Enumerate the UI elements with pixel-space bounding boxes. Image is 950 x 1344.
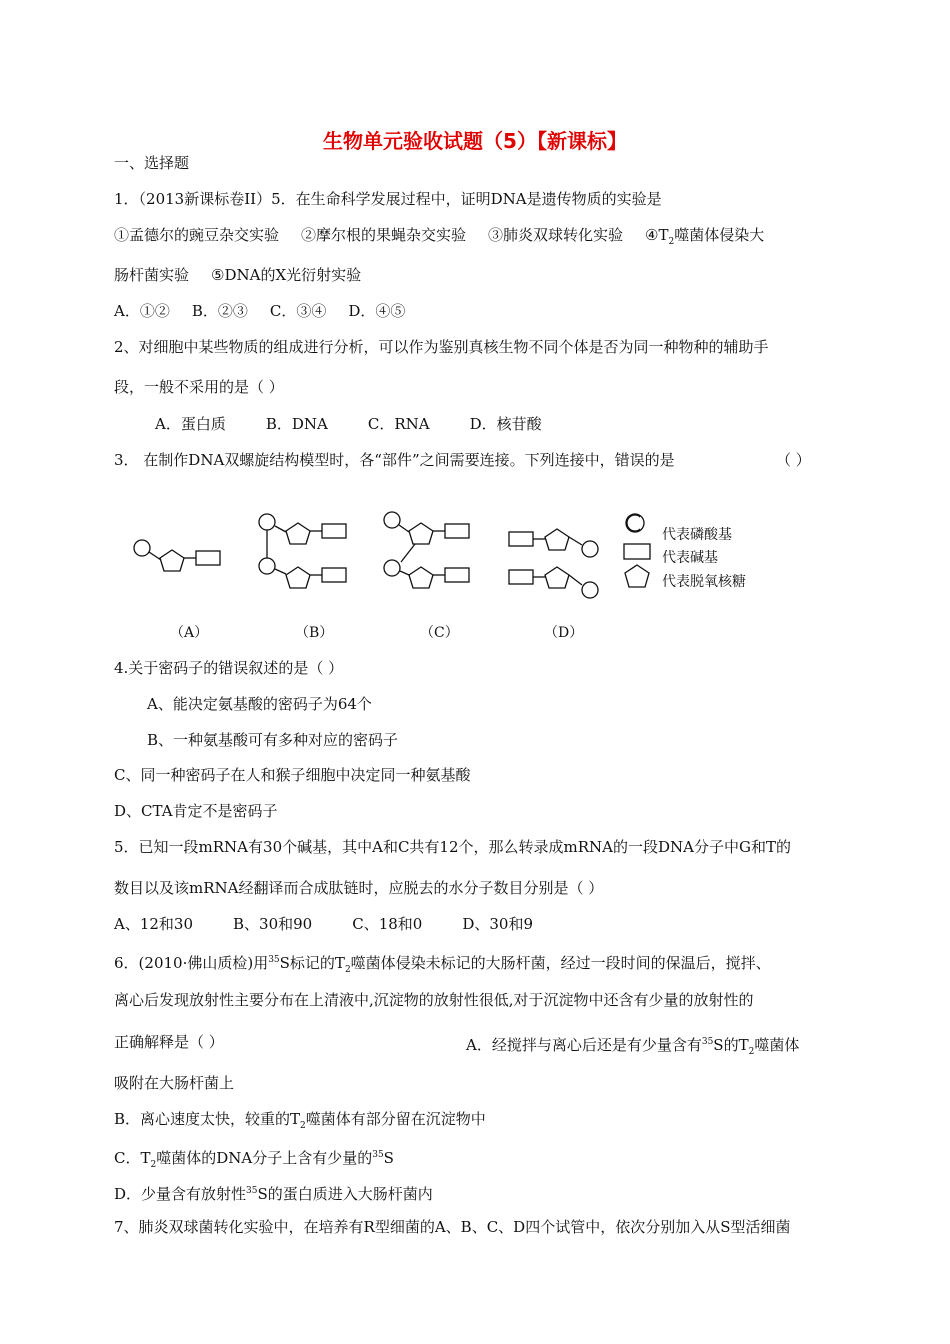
- diagram-label-b: （B）: [295, 625, 334, 641]
- diagram-label-d: （D）: [544, 625, 584, 641]
- q2-stem-line2: 段，一般不采用的是（ ）: [114, 378, 284, 396]
- q5-choice-a: A、12和30: [114, 915, 194, 933]
- diagram-label-c: （C）: [420, 625, 459, 641]
- option-b-model: [259, 514, 346, 588]
- q5-stem-line2: 数目以及该mRNA经翻译而合成肽链时，应脱去的水分子数目分别是（ ）: [114, 879, 604, 897]
- q6-option-a: A．经搅拌与离心后还是有少量含有$^{35}$S的$T_2$噬菌体: [466, 1036, 800, 1057]
- q1-opt-5: ⑤DNA的X光衍射实验: [211, 266, 362, 284]
- q6-option-b: B．离心速度太快，较重的$T_2$噬菌体有部分留在沉淀物中: [114, 1110, 486, 1131]
- q1-opt-4-cont: 肠杆菌实验: [114, 266, 190, 284]
- q5-choices: [114, 914, 533, 934]
- q1-options-line2: [114, 265, 361, 285]
- option-a-model: [134, 540, 220, 571]
- q1-choice-c: C．③④: [269, 302, 327, 320]
- section-heading: 一、选择题: [114, 154, 190, 172]
- legend-icons: [620, 505, 666, 595]
- q1-opt-1: ①孟德尔的豌豆杂交实验: [114, 226, 280, 244]
- q5-choice-c: C、18和0: [352, 915, 423, 933]
- q1-choice-d: D．④⑤: [348, 302, 406, 320]
- option-c-model: [384, 512, 469, 588]
- q2-choice-d: D．核苷酸: [469, 415, 542, 433]
- page-title: 生物单元验收试题（5）【新课标】: [323, 129, 627, 153]
- q1-opt-3: ③肺炎双球转化实验: [488, 226, 624, 244]
- q1-choice-a: A．①②: [114, 302, 170, 320]
- q3-answer-paren: （ ）: [776, 451, 811, 469]
- q1-choice-b: B．②③: [191, 302, 248, 320]
- q6-stem-line2: 离心后发现放射性主要分布在上清液中,沉淀物的放射性很低,对于沉淀物中还含有少量的放射性的: [114, 991, 754, 1009]
- q4-option-a: A、能决定氨基酸的密码子为64个: [147, 695, 372, 713]
- q2-choices: [155, 414, 542, 434]
- q2-choice-c: C．RNA: [367, 415, 430, 433]
- q3-stem: [114, 450, 675, 470]
- q6-answer-prompt: 正确解释是（ ）: [114, 1033, 224, 1051]
- q1-stem: 1．（2013新课标卷II）5．在生命科学发展过程中，证明DNA是遗传物质的实验是: [114, 190, 662, 208]
- q6-option-d: D．少量含有放射性$^{35}$S的蛋白质进入大肠杆菌内: [114, 1185, 433, 1203]
- q3-stem-text: 3． 在制作DNA双螺旋结构模型时，各“部件”之间需要连接。下列连接中，错误的是: [114, 451, 675, 469]
- q6-stem-line1: 6．(2010·佛山质检)用$^{35}$S标记的$T_2$噬菌体侵染未标记的大肠杆菌，经过一段时间的保温后，搅拌、: [114, 954, 771, 975]
- q7-stem: 7、肺炎双球菌转化实验中，在培养有R型细菌的A、B、C、D四个试管中，依次分别加入从S型活细菌: [114, 1218, 791, 1236]
- q4-stem: 4.关于密码子的错误叙述的是（ ）: [114, 659, 344, 677]
- q2-choice-b: B．DNA: [265, 415, 328, 433]
- q1-opt-2: ②摩尔根的果蝇杂交实验: [301, 226, 467, 244]
- legend-phosphate-icon: [626, 514, 644, 532]
- q5-choice-b: B、30和90: [233, 915, 313, 933]
- legend-deoxyribose-label: 代表脱氧核糖: [662, 574, 746, 590]
- legend-phosphate-label: 代表磷酸基: [662, 527, 732, 543]
- option-d-model: [509, 529, 598, 598]
- legend-deoxyribose-icon: [625, 565, 649, 587]
- q2-choice-a: A．蛋白质: [155, 415, 226, 433]
- q5-choice-d: D、30和9: [462, 915, 533, 933]
- q1-choices: [114, 301, 405, 321]
- q1-opt-4: $④T_2$噬菌体侵染大: [645, 226, 765, 247]
- q2-stem-line1: 2、对细胞中某些物质的组成进行分析，可以作为鉴别真核生物不同个体是否为同一种物种的辅助手: [114, 338, 769, 356]
- q3-diagram: [120, 505, 640, 605]
- diagram-label-a: （A）: [170, 625, 209, 641]
- legend-base-label: 代表碱基: [662, 550, 718, 566]
- legend-base-icon: [624, 544, 650, 559]
- q4-option-c: C、同一种密码子在人和猴子细胞中决定同一种氨基酸: [114, 766, 471, 784]
- q6-option-a-cont: 吸附在大肠杆菌上: [114, 1074, 235, 1092]
- q6-stem-line3: [114, 1032, 224, 1052]
- q4-option-d: D、CTA肯定不是密码子: [114, 802, 278, 820]
- q4-option-b: B、一种氨基酸可有多种对应的密码子: [147, 731, 399, 749]
- q5-stem-line1: 5．已知一段mRNA有30个碱基，其中A和C共有12个，那么转录成mRNA的一段DNA分子中G和T的: [114, 838, 791, 856]
- q6-option-c: C．$T_2$噬菌体的DNA分子上含有少量的$^{35}$S: [114, 1149, 394, 1170]
- q1-options-line1: [114, 225, 764, 252]
